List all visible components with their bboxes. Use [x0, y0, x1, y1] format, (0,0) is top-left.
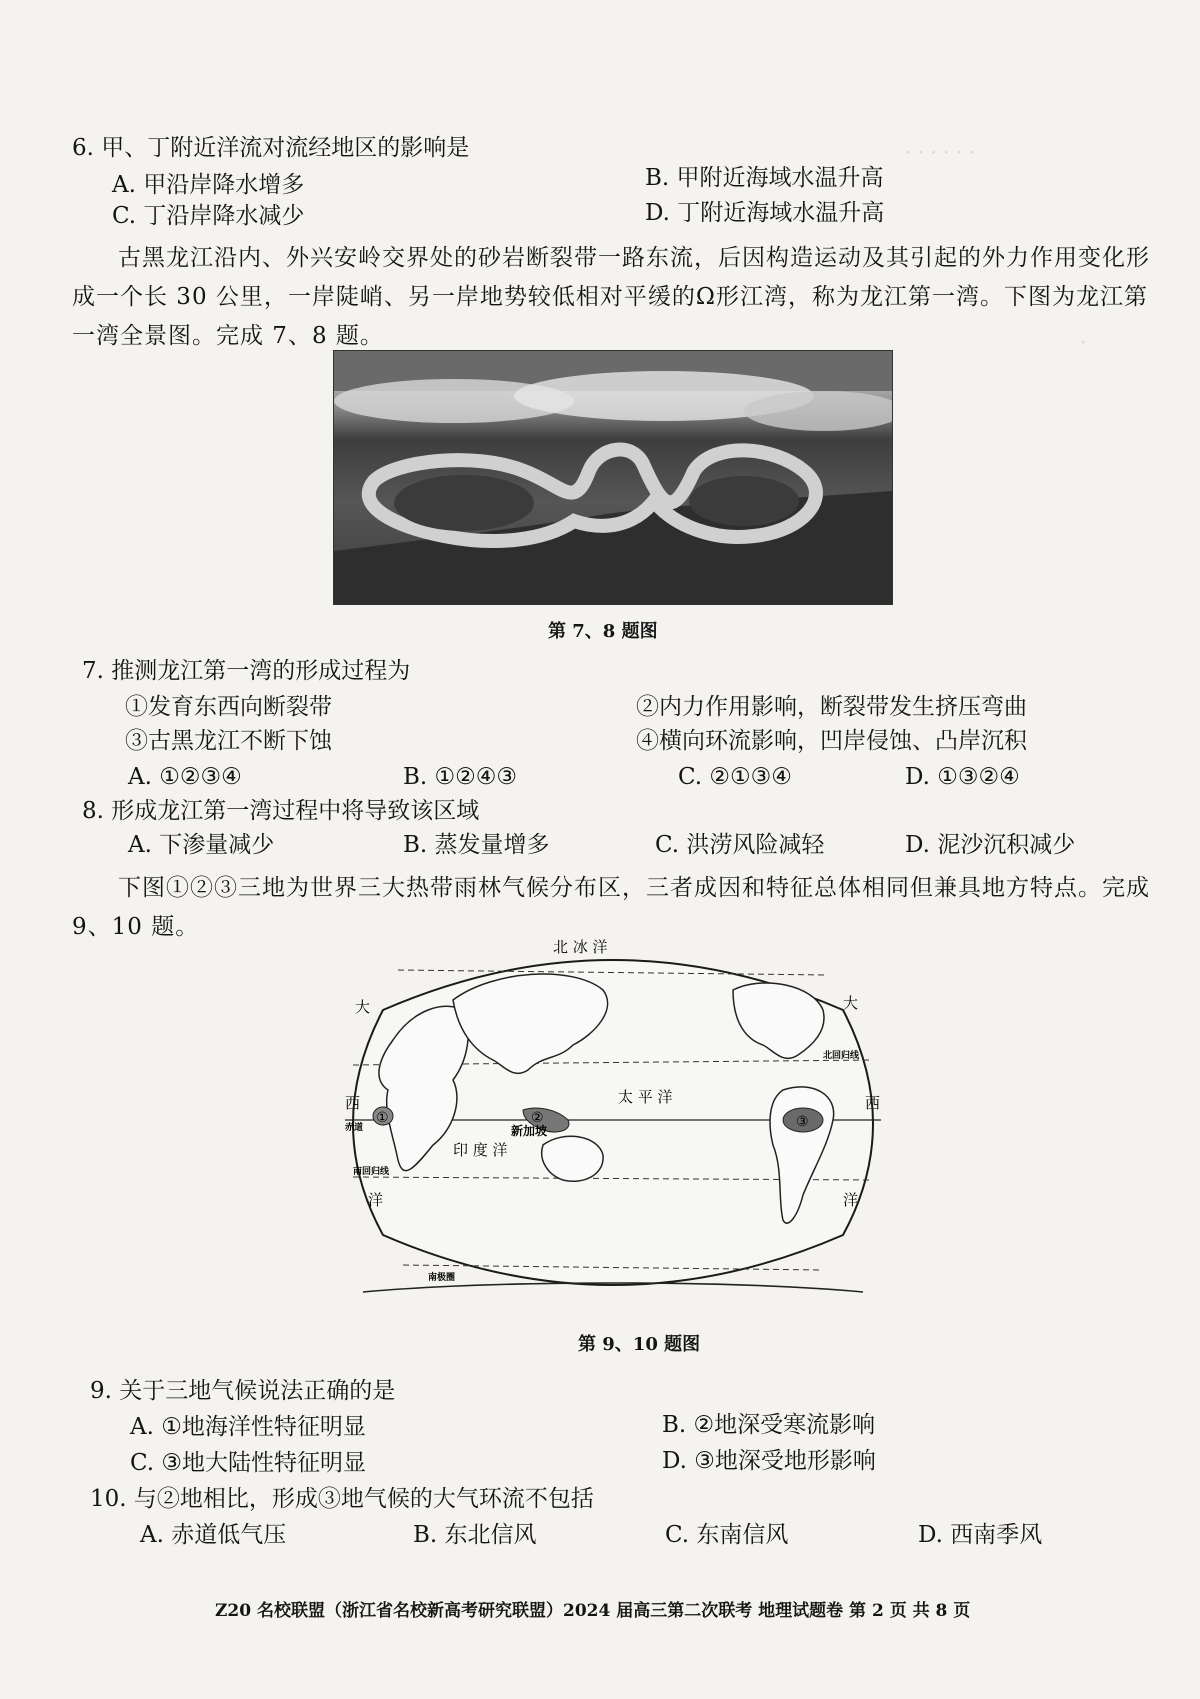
question-6-option-c: C. 丁沿岸降水减少 [112, 203, 305, 229]
marker-3: ③ [796, 1114, 809, 1130]
pacific-ocean-label: 太 平 洋 [618, 1088, 673, 1106]
question-10-option-d: D. 西南季风 [918, 1522, 1043, 1548]
question-10-option-b: B. 东北信风 [413, 1522, 537, 1548]
marker-1: ① [376, 1110, 389, 1126]
atlantic-label-yang-left: 洋 [368, 1191, 384, 1209]
singapore-label: 新加坡 [511, 1124, 548, 1138]
atlantic-label-xi-right: 西 [865, 1094, 881, 1112]
question-9-option-b: B. ②地深受寒流影响 [662, 1412, 876, 1438]
meander-core [394, 475, 534, 531]
question-7-statement-4: ④横向环流影响，凹岸侵蚀、凸岸沉积 [636, 728, 1027, 754]
meander-core [689, 476, 799, 526]
atlantic-label-xi-left: 西 [345, 1094, 361, 1112]
bleed-through-text: · [1080, 330, 1087, 354]
indian-ocean-label: 印 度 洋 [453, 1141, 508, 1159]
atlantic-label-da-left: 大 [355, 998, 371, 1016]
question-9-option-a: A. ①地海洋性特征明显 [130, 1414, 366, 1440]
world-map-figure [343, 930, 883, 1315]
antarctic-circle-label: 南极圈 [428, 1273, 456, 1283]
north-tropic-label: 北回归线 [823, 1051, 860, 1061]
arctic-ocean-label: 北 冰 洋 [553, 938, 608, 956]
question-8-option-d: D. 泥沙沉积减少 [905, 832, 1076, 858]
question-6-option-b: B. 甲附近海域水温升高 [645, 165, 884, 191]
question-7-option-b: B. ①②④③ [403, 764, 518, 790]
question-8-stem: 8. 形成龙江第一湾过程中将导致该区域 [82, 798, 480, 824]
passage-7-8: 古黑龙江沿内、外兴安岭交界处的砂岩断裂带一路东流，后因构造运动及其引起的外力作用变化形成一个长 30 公里，一岸陡峭、另一岸地势较低相对平缓的Ω形江湾，称为龙江第一湾。下图为龙江第一湾全景图。完成 7、8 题。 [72, 245, 1150, 349]
figure-9-10-caption: 第 9、10 题图 [578, 1334, 701, 1355]
question-7-option-c: C. ②①③④ [678, 764, 792, 790]
question-8-option-c: C. 洪涝风险减轻 [655, 832, 825, 858]
question-7-option-d: D. ①③②④ [905, 764, 1020, 790]
world-map [343, 930, 883, 1315]
question-7-statement-1: ①发育东西向断裂带 [125, 694, 332, 720]
atlantic-label-yang-right: 洋 [843, 1191, 859, 1209]
question-10-stem: 10. 与②地相比，形成③地气候的大气环流不包括 [90, 1486, 594, 1512]
longjiang-bend-photo [333, 350, 893, 605]
question-6-stem: 6. 甲、丁附近洋流对流经地区的影响是 [72, 135, 470, 161]
question-9-stem: 9. 关于三地气候说法正确的是 [90, 1378, 396, 1404]
marker-2: ② [531, 1110, 544, 1126]
south-tropic-label: 南回归线 [353, 1167, 390, 1177]
question-6-option-a: A. 甲沿岸降水增多 [112, 172, 305, 198]
figure-7-8-caption: 第 7、8 题图 [548, 621, 658, 642]
question-7-option-a: A. ①②③④ [128, 764, 242, 790]
question-7-statement-3: ③古黑龙江不断下蚀 [125, 728, 332, 754]
question-7-stem: 7. 推测龙江第一湾的形成过程为 [82, 658, 411, 684]
question-7-statement-2: ②内力作用影响，断裂带发生挤压弯曲 [636, 694, 1027, 720]
atlantic-label-da-right: 大 [843, 994, 859, 1012]
question-9-option-d: D. ③地深受地形影响 [662, 1448, 876, 1474]
question-8-option-a: A. 下渗量减少 [128, 832, 275, 858]
question-8-option-b: B. 蒸发量增多 [403, 832, 550, 858]
page-footer: Z20 名校联盟（浙江省名校新高考研究联盟）2024 届高三第二次联考 地理试题卷 第 2 页 共 8 页 [215, 1601, 971, 1621]
question-10-option-c: C. 东南信风 [665, 1522, 789, 1548]
question-9-option-c: C. ③地大陆性特征明显 [130, 1450, 367, 1476]
equator-label: 赤道 [345, 1123, 364, 1133]
question-6-option-d: D. 丁附近海域水温升高 [645, 200, 885, 226]
bleed-through-text: · · · · · · [905, 140, 975, 164]
question-10-option-a: A. 赤道低气压 [140, 1522, 287, 1548]
passage-9-10: 下图①②③三地为世界三大热带雨林气候分布区，三者成因和特征总体相同但兼具地方特点。完成 9、10 题。 [72, 875, 1150, 940]
river-bend-illustration [334, 351, 892, 604]
